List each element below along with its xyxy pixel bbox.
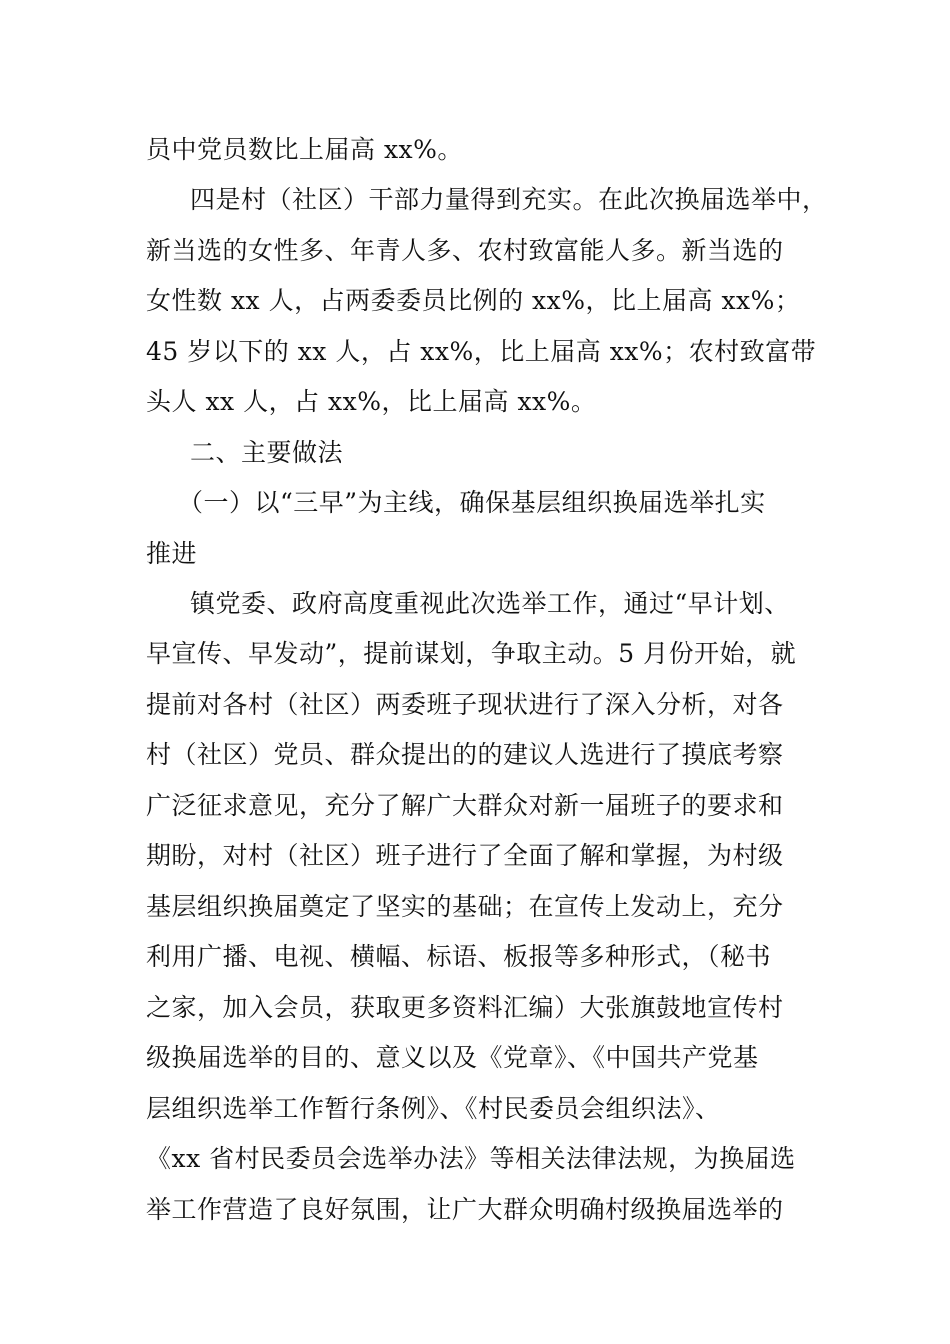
- text-line-1: 员中党员数比上届高 xx%。: [146, 135, 463, 164]
- subsection-heading-line-1: （一）以“三早”为主线，确保基层组织换届选举扎实: [178, 488, 766, 517]
- text-line-6: 头人 xx 人，占 xx%，比上届高 xx%。: [146, 387, 597, 416]
- text-line-5: 45 岁以下的 xx 人，占 xx%，比上届高 xx%；农村致富带: [146, 337, 817, 366]
- subsection-heading-line-2: 推进: [146, 539, 198, 568]
- text-line-22: 举工作营造了良好氛围，让广大群众明确村级换届选举的: [146, 1195, 784, 1224]
- text-line-3: 新当选的女性多、年青人多、农村致富能人多。新当选的: [146, 236, 784, 265]
- section-heading: 二、主要做法: [190, 438, 344, 467]
- text-line-21: 《xx 省村民委员会选举办法》等相关法律法规，为换届选: [146, 1144, 796, 1173]
- text-line-14: 广泛征求意见，充分了解广大群众对新一届班子的要求和: [146, 791, 784, 820]
- text-line-15: 期盼，对村（社区）班子进行了全面了解和掌握，为村级: [146, 841, 784, 870]
- text-line-2: 四是村（社区）干部力量得到充实。在此次换届选举中，: [190, 185, 828, 214]
- text-line-19: 级换届选举的目的、意义以及《党章》、《中国共产党基: [146, 1043, 759, 1072]
- text-line-16: 基层组织换届奠定了坚实的基础；在宣传上发动上，充分: [146, 892, 784, 921]
- text-line-11: 早宣传、早发动”，提前谋划，争取主动。5 月份开始，就: [146, 639, 797, 668]
- text-line-20: 层组织选举工作暂行条例》、《村民委员会组织法》、: [146, 1094, 721, 1123]
- text-line-4: 女性数 xx 人，占两委委员比例的 xx%，比上届高 xx%；: [146, 286, 801, 315]
- text-line-12: 提前对各村（社区）两委班子现状进行了深入分析，对各: [146, 690, 784, 719]
- text-line-10: 镇党委、政府高度重视此次选举工作，通过“早计划、: [190, 589, 790, 618]
- text-line-18: 之家，加入会员，获取更多资料汇编）大张旗鼓地宣传村: [146, 993, 784, 1022]
- text-line-17: 利用广播、电视、横幅、标语、板报等多种形式，（秘书: [146, 942, 772, 971]
- text-line-13: 村（社区）党员、群众提出的的建议人选进行了摸底考察: [146, 740, 784, 769]
